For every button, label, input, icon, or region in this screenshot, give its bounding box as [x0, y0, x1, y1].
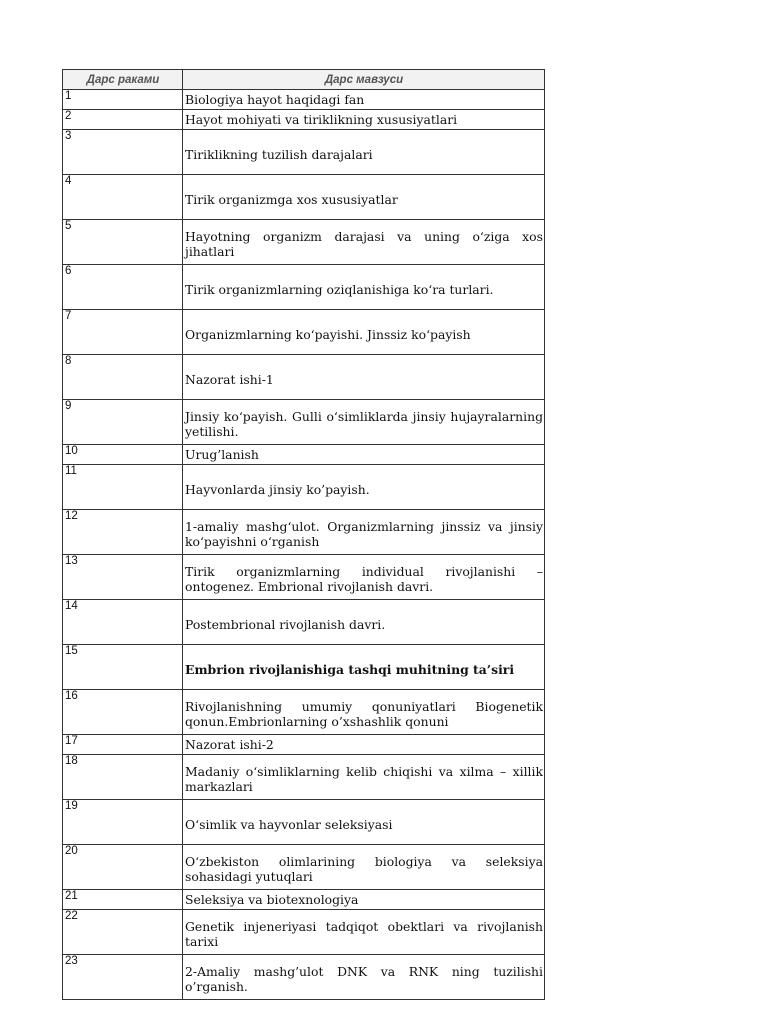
lesson-topic: Urug’lanish	[183, 445, 545, 465]
lesson-number: 10	[63, 445, 183, 465]
lesson-number: 20	[63, 845, 183, 890]
lesson-number: 6	[63, 265, 183, 310]
lesson-number: 22	[63, 910, 183, 955]
lesson-number: 5	[63, 220, 183, 265]
table-row	[63, 845, 545, 890]
lesson-number: 16	[63, 690, 183, 735]
table-row	[63, 310, 545, 355]
table-header-row	[63, 70, 545, 90]
table-row	[63, 645, 545, 690]
table-row	[63, 90, 545, 110]
lesson-table	[62, 69, 545, 1000]
lesson-number: 4	[63, 175, 183, 220]
table-row	[63, 910, 545, 955]
lesson-topic: Postembrional rivojlanish davri.	[183, 600, 545, 645]
lesson-topic: O‘simlik va hayvonlar seleksiyasi	[183, 800, 545, 845]
lesson-number: 7	[63, 310, 183, 355]
lesson-topic: Jinsiy ko‘payish. Gulli o‘simliklarda jinsiy hujayralarning yetilishi.	[183, 400, 545, 445]
header-lesson-topic: Дарс мавзуси	[183, 70, 545, 90]
lesson-topic: Nazorat ishi-2	[183, 735, 545, 755]
lesson-number: 19	[63, 800, 183, 845]
lesson-topic: 1-amaliy mashg‘ulot. Organizmlarning jinssiz va jinsiy ko‘payishni o‘rganish	[183, 510, 545, 555]
table-row	[63, 355, 545, 400]
table-row	[63, 465, 545, 510]
lesson-topic: Nazorat ishi-1	[183, 355, 545, 400]
lesson-topic: Madaniy o‘simliklarning kelib chiqishi va xilma – xillik markazlari	[183, 755, 545, 800]
lesson-number: 9	[63, 400, 183, 445]
lesson-number: 23	[63, 955, 183, 1000]
lesson-topic: Embrion rivojlanishiga tashqi muhitning ta’siri	[183, 645, 545, 690]
lesson-topic: Tirik organizmlarning individual rivojlanishi – ontogenez. Embrional rivojlanish davri.	[183, 555, 545, 600]
lesson-topic: Rivojlanishning umumiy qonuniyatlari Biogenetik qonun.Embrionlarning o’xshashlik qonuni	[183, 690, 545, 735]
table-row	[63, 955, 545, 1000]
table-row	[63, 510, 545, 555]
lesson-number: 11	[63, 465, 183, 510]
lesson-number: 1	[63, 90, 183, 110]
lesson-number: 8	[63, 355, 183, 400]
table-row	[63, 600, 545, 645]
lesson-topic: 2-Amaliy mashg’ulot DNK va RNK ning tuzilishi o’rganish.	[183, 955, 545, 1000]
lesson-number: 21	[63, 890, 183, 910]
lesson-number: 15	[63, 645, 183, 690]
table-row	[63, 800, 545, 845]
lesson-number: 13	[63, 555, 183, 600]
table-row	[63, 735, 545, 755]
lesson-number: 2	[63, 110, 183, 130]
header-lesson-number: Дарс раками	[63, 70, 183, 90]
lesson-topic: Hayot mohiyati va tiriklikning xususiyatlari	[183, 110, 545, 130]
lesson-topic: Tirik organizmga xos xususiyatlar	[183, 175, 545, 220]
table-row	[63, 445, 545, 465]
table-row	[63, 890, 545, 910]
lesson-number: 14	[63, 600, 183, 645]
lesson-topic: O‘zbekiston olimlarining biologiya va seleksiya sohasidagi yutuqlari	[183, 845, 545, 890]
lesson-number: 12	[63, 510, 183, 555]
lesson-topic: Hayotning organizm darajasi va uning o‘ziga xos jihatlari	[183, 220, 545, 265]
table-row	[63, 220, 545, 265]
lesson-topic: Hayvonlarda jinsiy ko’payish.	[183, 465, 545, 510]
lesson-topic: Biologiya hayot haqidagi fan	[183, 90, 545, 110]
table-row	[63, 175, 545, 220]
lesson-topic: Organizmlarning ko‘payishi. Jinssiz ko‘payish	[183, 310, 545, 355]
table-row	[63, 690, 545, 735]
table-row	[63, 755, 545, 800]
lesson-topic: Genetik injeneriyasi tadqiqot obektlari va rivojlanish tarixi	[183, 910, 545, 955]
lesson-topic: Seleksiya va biotexnologiya	[183, 890, 545, 910]
table-row	[63, 400, 545, 445]
lesson-number: 3	[63, 130, 183, 175]
lesson-number: 17	[63, 735, 183, 755]
table-row	[63, 110, 545, 130]
table-row	[63, 130, 545, 175]
lesson-number: 18	[63, 755, 183, 800]
table-row	[63, 265, 545, 310]
table-row	[63, 555, 545, 600]
lesson-topic: Tirik organizmlarning oziqlanishiga ko‘ra turlari.	[183, 265, 545, 310]
lesson-topic: Tiriklikning tuzilish darajalari	[183, 130, 545, 175]
